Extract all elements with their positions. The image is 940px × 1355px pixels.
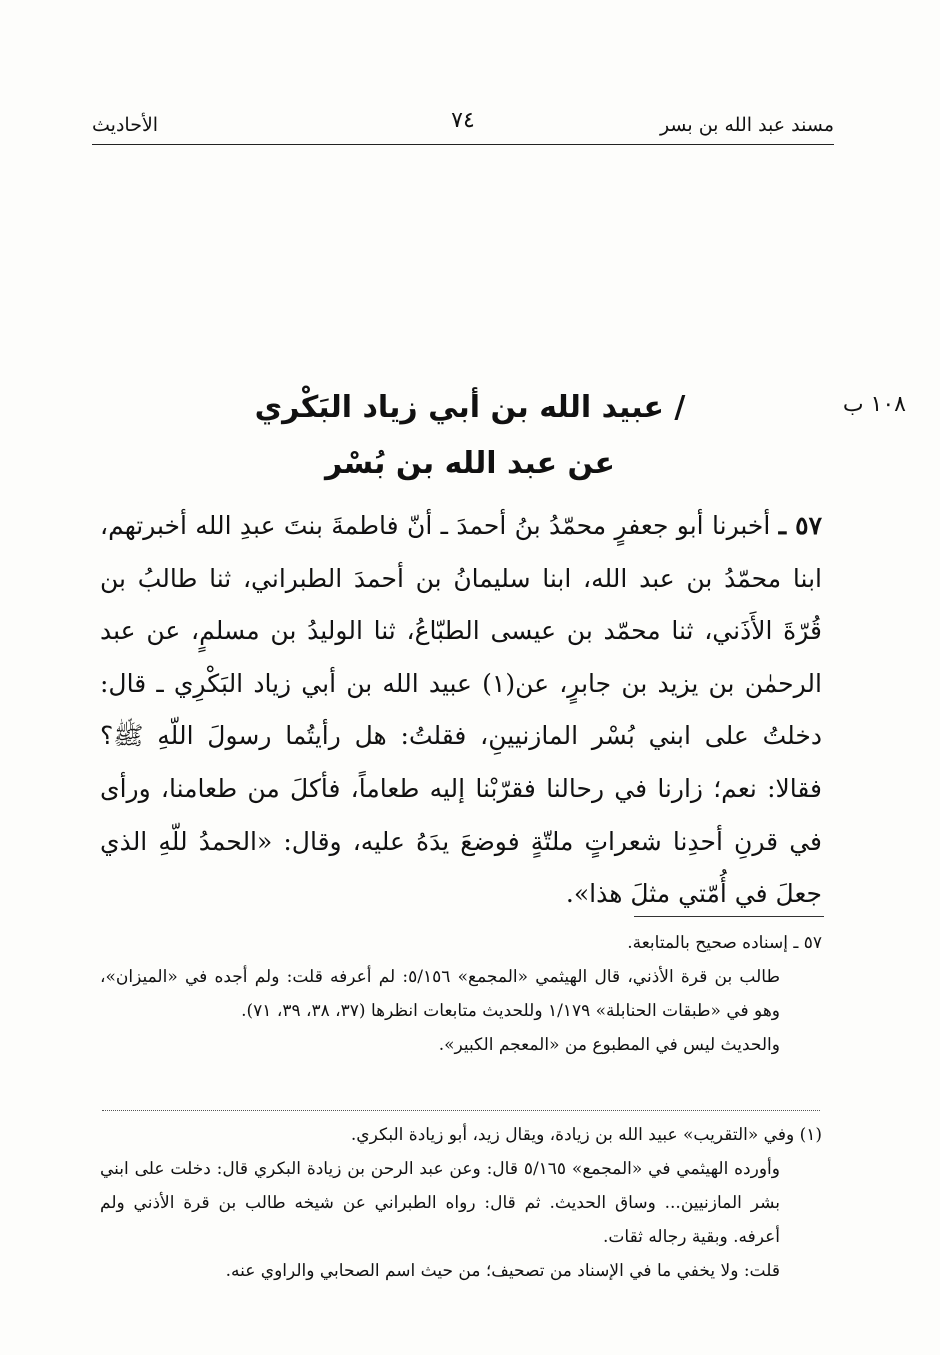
hadith-number: ٥٧ ـ — [778, 511, 822, 540]
chapter-title-line-2: عن عبد الله بن بُسْر — [324, 446, 616, 481]
chapter-title-line-1: / عبيد الله بن أبي زياد البَكْري — [254, 390, 686, 425]
footnote-rule — [634, 916, 824, 917]
header-section-title: الأحاديث — [92, 114, 159, 136]
footnote-paragraph: قلت: ولا يخفي ما في الإسناد من تصحيف؛ من حيث اسم الصحابي والراوي عنه. — [225, 1261, 780, 1281]
header-rule — [92, 144, 834, 145]
hadith-body: أخبرنا أبو جعفرٍ محمّدُ بنُ أحمدَ ـ أنّ فاطمةَ بنتَ عبدِ الله أخبرتهم، ابنا محمّدُ بن عبد الله، ابنا سليمانُ بن أحمدَ الطبراني، ثنا طالبُ بن قُرّةَ الأَذَني، ثنا محمّد بن عيسى الطبّاعُ، ثنا الوليدُ بن مسلمٍ، عن عبد الرحمٰن بن يزيد بن جابرٍ، عن(١) عبيد الله بن أبي زياد البَكْرِي ـ قال: دخلتُ على ابني بُسْر المازنيينِ، فقلتُ: هل رأيتُما رسولَ اللّهِ ﷺ؟ فقالا: نعم؛ زارنا في رحالنا فقرّبْنا إليه طعاماً، فأكلَ من طعامنا، ورأى في قرنِ أحدِنا شعراتٍ ملتّةٍ فوضعَ يدَهُ عليه، وقال: «الحمدُ للّهِ الذي جعلَ في أُمّتي مثلَ هذا». — [100, 511, 822, 909]
footnote-line: (١) وفي «التقريب» عبيد الله بن زيادة، ويقال زيد، أبو زيادة البكري. — [350, 1125, 822, 1145]
header-book-title: مسند عبد الله بن بسر — [659, 114, 834, 136]
commentary-notes — [100, 926, 822, 1062]
hadith-text — [100, 500, 822, 921]
commentary-paragraph: طالب بن قرة الأذني، قال الهيثمي «المجمع» ٥/١٥٦: لم أعرفه قلت: ولم أجده في «الميزان»، وهو في «طبقات الحنابلة» ١/١٧٩ وللحديث متابعات انظرها (٣٧، ٣٨، ٣٩، ٧١). — [100, 967, 780, 1021]
chapter-title — [100, 380, 840, 492]
footnote-separator — [102, 1110, 820, 1111]
footnotes — [100, 1118, 822, 1288]
page-number: ٧٤ — [451, 108, 475, 133]
commentary-paragraph: والحديث ليس في المطبوع من «المعجم الكبير». — [438, 1035, 780, 1055]
footnote-paragraph: وأورده الهيثمي في «المجمع» ٥/١٦٥ قال: وعن عبد الرحن بن زيادة البكري قال: دخلت على ابني بشر المازنيين... وساق الحديث. ثم قال: رواه الطبراني عن شيخه طالب بن قرة الأذني ولم أعرفه. وبقية رجاله ثقات. — [100, 1159, 780, 1247]
running-header — [92, 108, 834, 144]
commentary-line: ٥٧ ـ إسناده صحيح بالمتابعة. — [627, 933, 822, 953]
manuscript-folio-note: ١٠٨ ب — [842, 392, 906, 417]
